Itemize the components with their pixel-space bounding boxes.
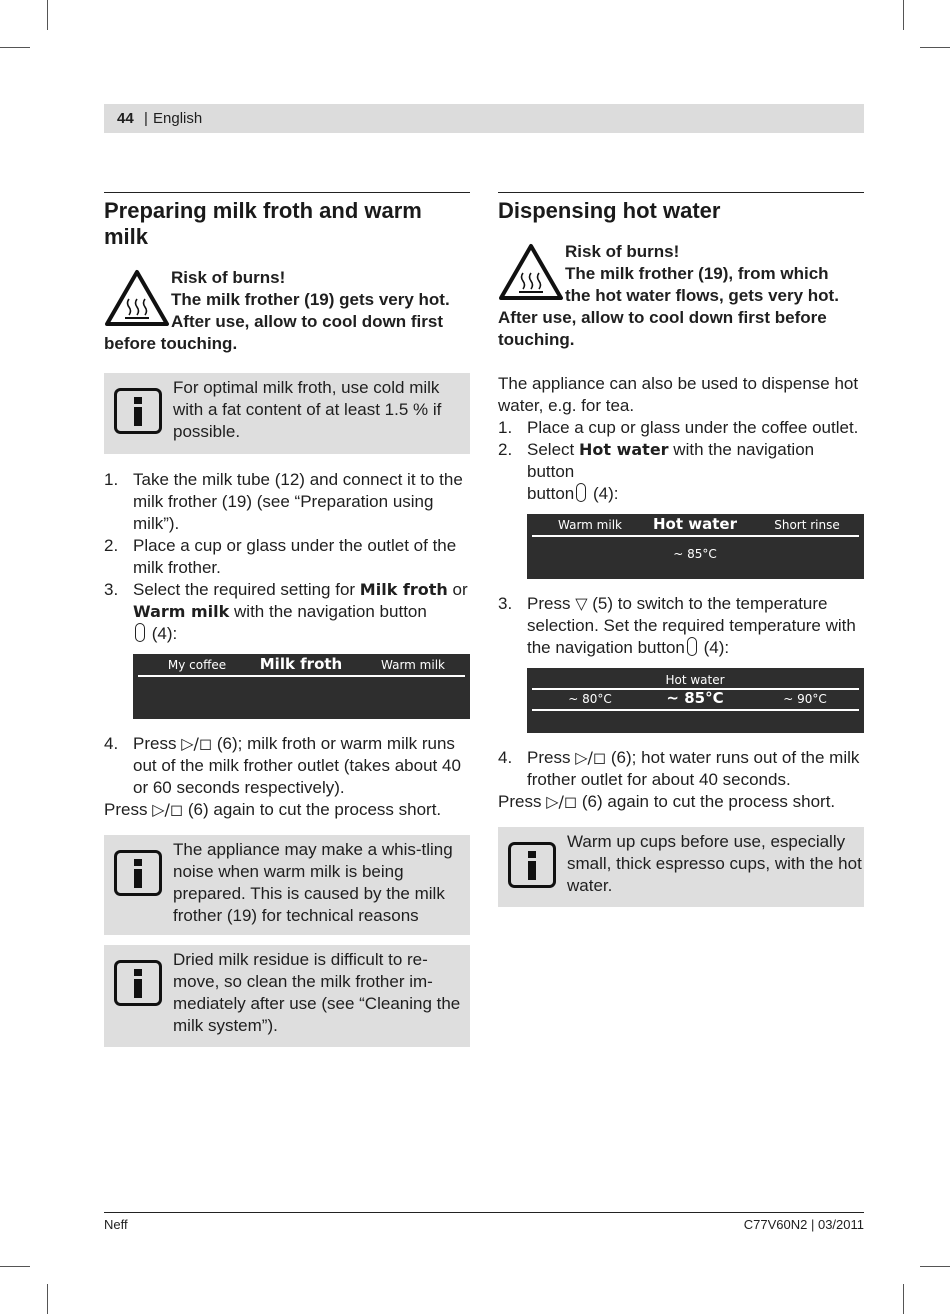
navigation-button-icon (687, 637, 697, 656)
note-text: The appliance may make a whis-tling noise when warm milk is being prepared. This is caused by the milk frother (19) for technical reasons (173, 840, 453, 925)
display-item: ~ 90°C (783, 692, 827, 706)
setting-name: Milk froth (359, 580, 448, 599)
steps-list (104, 469, 470, 645)
header-separator: | (144, 110, 148, 127)
step-text: (6); milk froth or warm milk runs out of the milk frother outlet (takes about 40 or 60 seconds respectively). (133, 734, 461, 797)
step-text: Place a cup or glass under the coffee outlet. (527, 418, 859, 437)
display-item: Warm milk (558, 518, 622, 532)
step-text: Select the required setting for (133, 580, 360, 599)
step-number: 1. (104, 470, 119, 489)
hot-surface-warning-icon (104, 269, 170, 327)
note-text: For optimal milk froth, use cold milk with a fat content of at least 1.5 % if possible. (173, 378, 442, 441)
footer-model-date: C77V60N2 | 03/2011 (743, 1217, 864, 1232)
crop-mark (920, 47, 950, 48)
footer-brand: Neff (104, 1217, 128, 1232)
step-number: 1. (498, 418, 513, 437)
list-item (104, 733, 470, 799)
step-text: Take the milk tube (12) and connect it to the milk frother (19) (see “Preparation using milk”). (133, 470, 463, 533)
display-divider (138, 675, 465, 677)
info-icon (508, 842, 556, 888)
display-screen (133, 654, 470, 719)
section-rule (498, 192, 864, 193)
step-text: with the navigation button (527, 440, 815, 481)
page-number: 44 (117, 110, 134, 127)
body-text: Press (498, 792, 547, 811)
warning-line: After use, allow to cool down first before touching. (498, 308, 827, 349)
crop-mark (0, 1266, 30, 1267)
setting-name: Hot water (578, 440, 669, 459)
navigation-button-icon (135, 623, 145, 642)
display-item-selected: ~ 85°C (666, 689, 724, 707)
display-item: Warm milk (381, 658, 445, 672)
body-text: (6) again to cut the process short. (183, 800, 442, 819)
crop-mark (920, 1266, 950, 1267)
list-item (498, 439, 864, 505)
display-screen (527, 514, 864, 579)
page-header (104, 104, 864, 133)
display-temperature: ~ 85°C (673, 547, 717, 561)
info-note (498, 827, 864, 907)
step-text: (4): (588, 484, 619, 503)
start-stop-icon: ▷/◻ (181, 734, 213, 753)
paragraph (104, 799, 470, 821)
display-divider (532, 535, 859, 537)
warning-block (498, 241, 864, 351)
section-title-hot-water: Dispensing hot water (498, 198, 721, 223)
warning-line: The milk frother (19) gets very hot. (171, 290, 450, 309)
start-stop-icon: ▷/◻ (152, 800, 184, 819)
display-divider (532, 709, 859, 711)
step-text: (4): (698, 638, 730, 657)
step-text: (5) to switch to the temperature selection. Set the required temperature with the navigation button (527, 594, 856, 657)
warning-line: The milk frother (19), from which (565, 264, 829, 283)
section-title-milk-froth: Preparing milk froth and warm milk (104, 198, 422, 249)
page-footer (104, 1212, 864, 1232)
crop-mark (903, 0, 904, 30)
step-number: 4. (498, 748, 513, 767)
step-text: Select (527, 440, 579, 459)
step-number: 2. (104, 536, 119, 555)
step-text: Press (527, 748, 576, 767)
step-text: or (447, 580, 468, 599)
steps-list (498, 747, 864, 813)
hot-surface-warning-icon (498, 243, 564, 301)
info-icon (114, 388, 162, 434)
step-text: Press (527, 594, 576, 613)
step-number: 3. (498, 594, 513, 613)
right-column (498, 192, 864, 907)
info-icon (114, 960, 162, 1006)
footer-rule (104, 1212, 864, 1213)
crop-mark (47, 1284, 48, 1314)
down-arrow-icon: ▽ (575, 594, 588, 613)
warning-line: After use, allow to cool down first (171, 312, 444, 331)
step-number: 4. (104, 734, 119, 753)
warning-line: Risk of burns! (171, 268, 286, 287)
display-item: Short rinse (774, 518, 840, 532)
steps-list (498, 593, 864, 659)
list-item (498, 417, 864, 439)
step-text: button (527, 484, 575, 503)
paragraph (498, 791, 864, 813)
crop-mark (47, 0, 48, 30)
step-number: 2. (498, 440, 513, 459)
body-text: (6) again to cut the process short. (577, 792, 836, 811)
info-note (104, 835, 470, 935)
info-note (104, 945, 470, 1047)
crop-mark (903, 1284, 904, 1314)
steps-list (498, 417, 864, 505)
display-screen (527, 668, 864, 733)
warning-block (104, 267, 470, 355)
info-note (104, 373, 470, 454)
setting-name: Warm milk (133, 602, 230, 621)
warning-line: before touching. (104, 334, 238, 353)
step-number: 3. (104, 580, 119, 599)
header-language: English (153, 110, 203, 127)
step-text: (4): (147, 624, 178, 643)
crop-mark (0, 47, 30, 48)
list-item (498, 747, 864, 791)
step-text: with the navigation button (229, 602, 427, 621)
body-text: Press (104, 800, 153, 819)
warning-line: Risk of burns! (565, 242, 680, 261)
left-column (104, 192, 470, 1047)
note-text: Dried milk residue is difficult to re-move, so clean the milk frother im-mediately after use (see “Cleaning the milk system”). (173, 950, 461, 1035)
step-text: Press (133, 734, 182, 753)
note-text: Warm up cups before use, especially small, thick espresso cups, with the hot water. (567, 832, 862, 895)
warning-line: the hot water flows, gets very hot. (565, 286, 839, 305)
list-item (104, 579, 470, 645)
display-item: My coffee (167, 658, 227, 672)
start-stop-icon: ▷/◻ (575, 748, 607, 767)
list-item (498, 593, 864, 659)
display-heading: Hot water (665, 673, 725, 687)
display-item-selected: Hot water (653, 515, 737, 533)
info-icon (114, 850, 162, 896)
start-stop-icon: ▷/◻ (546, 792, 578, 811)
step-text: (6); hot water runs out of the milk frother outlet for about 40 seconds. (527, 748, 860, 789)
display-item-selected: Milk froth (259, 655, 343, 673)
navigation-button-icon (576, 483, 586, 502)
step-text: Place a cup or glass under the outlet of the milk frother. (133, 536, 457, 577)
display-item: ~ 80°C (568, 692, 612, 706)
section-rule (104, 192, 470, 193)
list-item (104, 535, 470, 579)
list-item (104, 469, 470, 535)
steps-list (104, 733, 470, 821)
intro-paragraph: The appliance can also be used to dispense hot water, e.g. for tea. (498, 374, 859, 415)
